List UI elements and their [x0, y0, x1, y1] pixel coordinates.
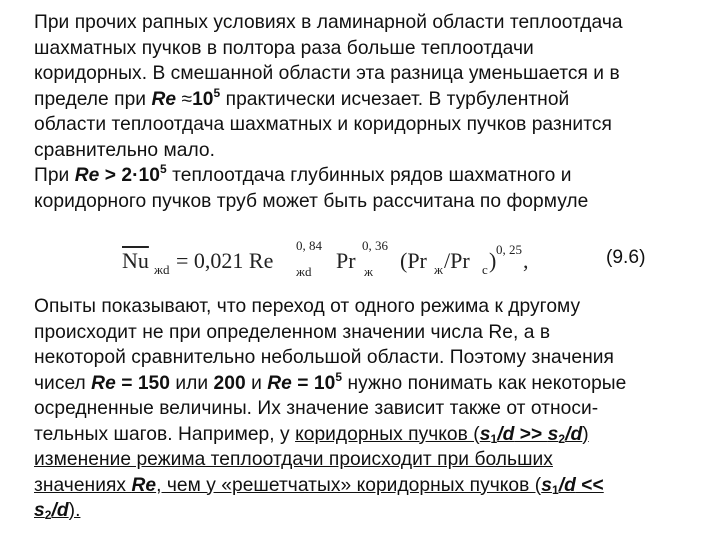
reynolds-symbol: Re	[74, 165, 100, 186]
pr-exponent: 0, 36	[362, 238, 388, 253]
text-line	[34, 163, 694, 189]
re-exponent: 0, 84	[296, 238, 322, 253]
pitch-symbol: s	[541, 474, 552, 496]
nusselt-subscript: жd	[154, 262, 170, 277]
text-line: сравнительно мало.	[34, 139, 216, 161]
text-line: осредненные величины. Их значение зависит также от относи-	[34, 398, 599, 419]
formula-9-6	[118, 238, 538, 282]
text-fragment: тельных шагов. Например, у	[34, 423, 296, 445]
text-line	[34, 371, 694, 397]
pitch-symbol: s	[547, 423, 559, 445]
ratio-denominator: /d	[558, 474, 576, 496]
equation-number: (9.6)	[606, 247, 646, 268]
formula-comma: ,	[523, 248, 529, 273]
ratio-middle: /Pr	[444, 248, 470, 273]
text-fragment: коридорных пучков (	[295, 423, 480, 445]
text-line: некоторой сравнительно небольшой области. Поэтому значения	[34, 347, 614, 368]
text-line: области теплоотдача шахматных и коридорных пучков разнится	[34, 114, 612, 135]
ratio-denominator: /d	[565, 423, 583, 445]
text-line: шахматных пучков в полтора раза больше теплоотдачи	[34, 37, 534, 59]
reynolds-symbol: Re	[131, 474, 157, 496]
pitch-symbol: s	[479, 423, 491, 445]
text-line: коридорного пучков труб может быть рассчитана по формуле	[34, 190, 589, 212]
nusselt-symbol: $\overline{Nu}$	[122, 248, 149, 273]
text-fragment: При	[34, 165, 75, 186]
text-line: изменение режима теплоотдачи происходит при больших	[34, 449, 553, 470]
text-line: происходит не при определенном значении числа Re, а в	[34, 321, 551, 343]
value: = 150	[115, 372, 170, 394]
exponent: 5	[213, 85, 221, 100]
approx-sign: ≈	[176, 88, 193, 110]
subscript: 1	[490, 431, 498, 446]
reynolds-symbol: Re	[267, 372, 292, 394]
subscript: 2	[44, 508, 52, 522]
underlined-phrase	[295, 424, 589, 445]
paragraph-transition	[34, 294, 694, 524]
comparison: <<	[575, 474, 604, 496]
text-fragment: значениях	[34, 474, 132, 496]
text-line	[34, 498, 694, 524]
text-fragment: нужно понимать как некоторые	[342, 372, 627, 394]
ratio-subscript-1: ж	[434, 262, 443, 277]
ratio-exponent: 0, 25	[496, 242, 522, 257]
ratio-denominator: /d	[51, 500, 69, 521]
text-fragment: теплоотдача глубинных рядов шахматного и	[166, 165, 572, 186]
text-line	[34, 473, 694, 499]
ratio-open: (Pr	[400, 248, 427, 273]
text-line: При прочих рапных условиях в ламинарной области теплоотдача	[34, 12, 623, 33]
text-fragment: или	[170, 372, 214, 394]
subscript: 1	[551, 482, 559, 497]
text-fragment: пределе при	[34, 88, 152, 110]
text-fragment: чисел	[34, 372, 92, 394]
pr-subscript: ж	[364, 264, 373, 279]
text-fragment: ).	[68, 500, 81, 521]
ratio-denominator: /d	[497, 423, 515, 445]
text-fragment: , чем у «решетчатых» коридорных пучков (	[156, 474, 542, 496]
ratio-subscript-2: с	[482, 262, 488, 277]
formula-coefficient: = 0,021 Re	[176, 248, 274, 273]
pitch-symbol: s	[34, 500, 45, 521]
exponent: 5	[159, 162, 167, 176]
re-subscript: жd	[296, 264, 312, 279]
prandtl-symbol: Pr	[336, 248, 356, 273]
text-line	[34, 87, 694, 113]
value: = 10	[291, 372, 336, 394]
value-base: 10	[192, 88, 214, 110]
subscript: 2	[558, 431, 566, 446]
text-line: коридорных. В смешанной области эта разница уменьшается и в	[34, 63, 620, 84]
text-fragment: практически исчезает. В турбулентной	[220, 88, 570, 110]
text-line: Опыты показывают, что переход от одного режима к другому	[34, 296, 581, 317]
exponent: 5	[335, 369, 343, 384]
comparison: >>	[514, 423, 548, 445]
value: 200	[213, 372, 246, 394]
paragraph-intro	[34, 10, 694, 214]
reynolds-symbol: Re	[151, 88, 177, 110]
reynolds-symbol: Re	[91, 372, 116, 394]
ratio-close: )	[489, 248, 497, 273]
text-line	[34, 422, 694, 448]
value-base: > 2·10	[99, 165, 160, 186]
text-fragment: )	[582, 423, 589, 445]
text-fragment: и	[245, 372, 268, 394]
